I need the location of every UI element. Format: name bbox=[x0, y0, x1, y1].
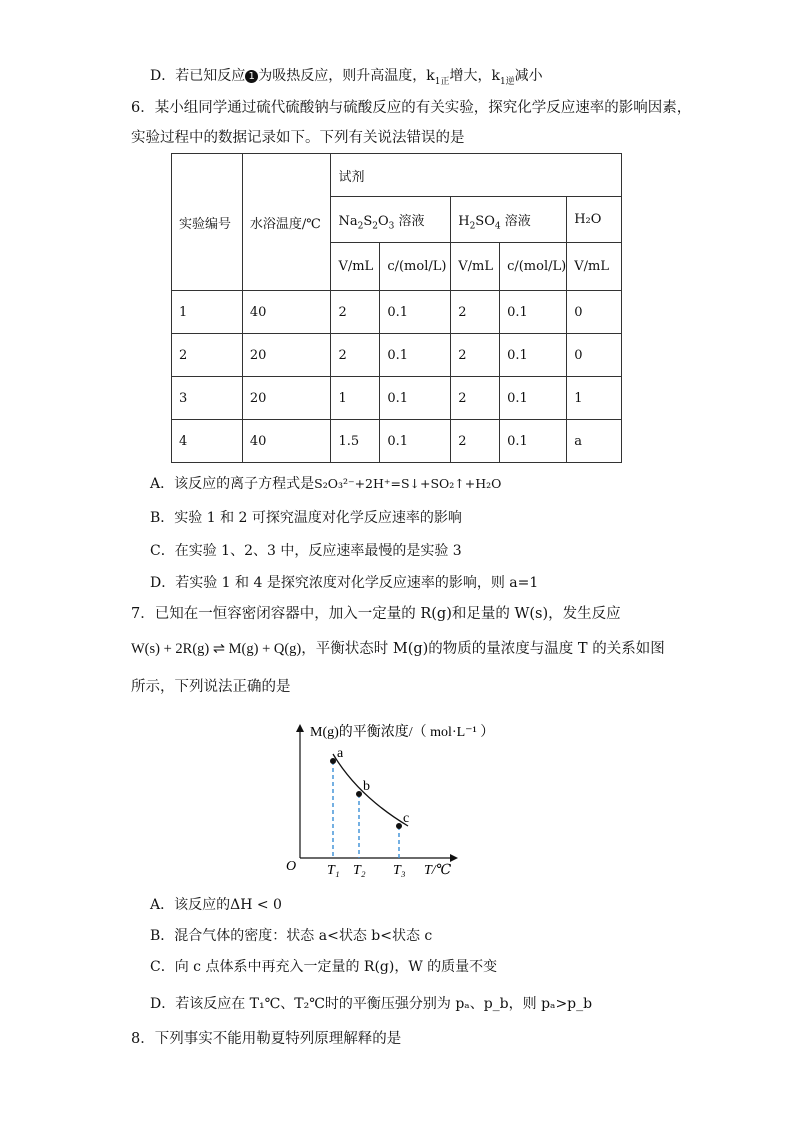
q6-option-a bbox=[150, 474, 501, 494]
data-point-c bbox=[396, 823, 402, 829]
q7-option-a: A．该反应的ΔH < 0 bbox=[150, 897, 282, 913]
q6-option-a-equation: S₂O₃²⁻+2H⁺=S↓+SO₂↑+H₂O bbox=[314, 476, 502, 491]
q6-stem-line2: 实验过程中的数据记录如下。下列有关说法错误的是 bbox=[131, 130, 465, 146]
point-label-b: b bbox=[363, 779, 370, 794]
cell-temp: 20 bbox=[242, 377, 331, 420]
cell-v1: 2 bbox=[331, 291, 380, 334]
data-point-b bbox=[356, 791, 362, 797]
q7-option-b: B．混合气体的密度：状态 a<状态 b<状态 c bbox=[150, 928, 433, 944]
table-row bbox=[172, 334, 622, 377]
cell-c2: 0.1 bbox=[500, 377, 567, 420]
table-row bbox=[172, 377, 622, 420]
cell-v2: 2 bbox=[451, 291, 500, 334]
cell-c1: 0.1 bbox=[380, 291, 451, 334]
q7-stem-line2 bbox=[131, 639, 665, 659]
cell-c2: 0.1 bbox=[500, 420, 567, 463]
q7-stem-line3: 所示，下列说法正确的是 bbox=[131, 679, 291, 695]
cell-v3: 0 bbox=[567, 334, 622, 377]
cell-id: 3 bbox=[172, 377, 243, 420]
cell-temp: 40 bbox=[242, 420, 331, 463]
cell-v2: 2 bbox=[451, 377, 500, 420]
q7-equation: W(s) + 2R(g) ⇌ M(g) + Q(g) bbox=[131, 641, 302, 657]
x-tick-label-3: T₃ bbox=[393, 863, 406, 878]
na2s2o3-label: 溶液 bbox=[398, 214, 425, 229]
q8-stem: 8．下列事实不能用勒夏特列原理解释的是 bbox=[131, 1031, 402, 1047]
equilibrium-curve bbox=[333, 754, 408, 826]
table-row bbox=[172, 291, 622, 334]
cell-c2: 0.1 bbox=[500, 291, 567, 334]
col-header-na2s2o3: $Na_2S_2O_3$ 溶液 bbox=[331, 197, 451, 243]
data-point-a bbox=[330, 758, 336, 764]
cell-v2: 2 bbox=[451, 334, 500, 377]
x-axis-label: T/℃ bbox=[424, 863, 452, 878]
equilibrium-chart bbox=[280, 712, 495, 882]
subheader-c2: c/(mol/L) bbox=[500, 243, 567, 291]
cell-v1: 1.5 bbox=[331, 420, 380, 463]
cell-id: 1 bbox=[172, 291, 243, 334]
origin-label: O bbox=[286, 859, 297, 874]
cell-c2: 0.1 bbox=[500, 334, 567, 377]
q7-stem-line1: 7．已知在一恒容密闭容器中，加入一定量的 R(g)和足量的 W(s)，发生反应 bbox=[131, 606, 621, 622]
subheader-v1: V/mL bbox=[331, 243, 380, 291]
x-tick-label-2: T₂ bbox=[353, 863, 366, 878]
point-label-c: c bbox=[403, 811, 410, 826]
q7-option-d: D．若该反应在 T₁℃、T₂℃时的平衡压强分别为 pₐ、p_b，则 pₐ>p_b bbox=[150, 996, 593, 1012]
cell-id: 2 bbox=[172, 334, 243, 377]
q6-option-c: C．在实验 1、2、3 中，反应速率最慢的是实验 3 bbox=[150, 543, 462, 559]
q5-option-d bbox=[150, 66, 543, 86]
k-subscript-forward: 1正 bbox=[434, 76, 450, 87]
cell-v3: a bbox=[567, 420, 622, 463]
q6-stem-line1: 6．某小组同学通过硫代硫酸钠与硫酸反应的有关实验，探究化学反应速率的影响因素， bbox=[131, 100, 692, 116]
table-row bbox=[172, 420, 622, 463]
col-header-h2so4: $H_2SO_4$ 溶液 bbox=[451, 197, 567, 243]
cell-c1: 0.1 bbox=[380, 420, 451, 463]
experiment-table bbox=[171, 153, 622, 463]
cell-temp: 20 bbox=[242, 334, 331, 377]
q5-option-d-mid: 为吸热反应，则升高温度，k bbox=[258, 68, 435, 84]
cell-v2: 2 bbox=[451, 420, 500, 463]
cell-v1: 2 bbox=[331, 334, 380, 377]
cell-v1: 1 bbox=[331, 377, 380, 420]
cell-c1: 0.1 bbox=[380, 334, 451, 377]
subheader-c1: c/(mol/L) bbox=[380, 243, 451, 291]
y-axis-label: M(g)的平衡浓度/（ mol·L⁻¹ ） bbox=[310, 725, 495, 740]
col-header-h2o: H₂O bbox=[567, 197, 622, 243]
cell-c1: 0.1 bbox=[380, 377, 451, 420]
col-header-temp: 水浴温度/℃ bbox=[242, 154, 331, 291]
cell-v3: 1 bbox=[567, 377, 622, 420]
subheader-v2: V/mL bbox=[451, 243, 500, 291]
q5-option-d-mid2: 增大，k bbox=[449, 68, 500, 84]
reaction-number-circle: 1 bbox=[245, 70, 258, 83]
cell-temp: 40 bbox=[242, 291, 331, 334]
q5-option-d-end: 减小 bbox=[514, 68, 543, 84]
cell-v3: 0 bbox=[567, 291, 622, 334]
q6-option-b: B．实验 1 和 2 可探究温度对化学反应速率的影响 bbox=[150, 510, 462, 526]
q5-option-d-prefix: D．若已知反应 bbox=[150, 68, 246, 84]
q6-option-d: D．若实验 1 和 4 是探究浓度对化学反应速率的影响，则 a=1 bbox=[150, 575, 539, 591]
col-header-reagent: 试剂 bbox=[331, 154, 622, 197]
x-tick-label-1: T₁ bbox=[327, 863, 340, 878]
cell-id: 4 bbox=[172, 420, 243, 463]
q6-option-a-prefix: A．该反应的离子方程式是 bbox=[150, 476, 315, 492]
q7-stem-line2-rest: ，平衡状态时 M(g)的物质的量浓度与温度 T 的关系如图 bbox=[301, 641, 665, 657]
point-label-a: a bbox=[337, 746, 344, 761]
col-header-exp-id: 实验编号 bbox=[172, 154, 243, 291]
subheader-v3: V/mL bbox=[567, 243, 622, 291]
h2so4-label: 溶液 bbox=[504, 214, 531, 229]
q7-option-c: C．向 c 点体系中再充入一定量的 R(g)，W 的质量不变 bbox=[150, 959, 498, 975]
k-subscript-reverse: 1逆 bbox=[499, 76, 515, 87]
